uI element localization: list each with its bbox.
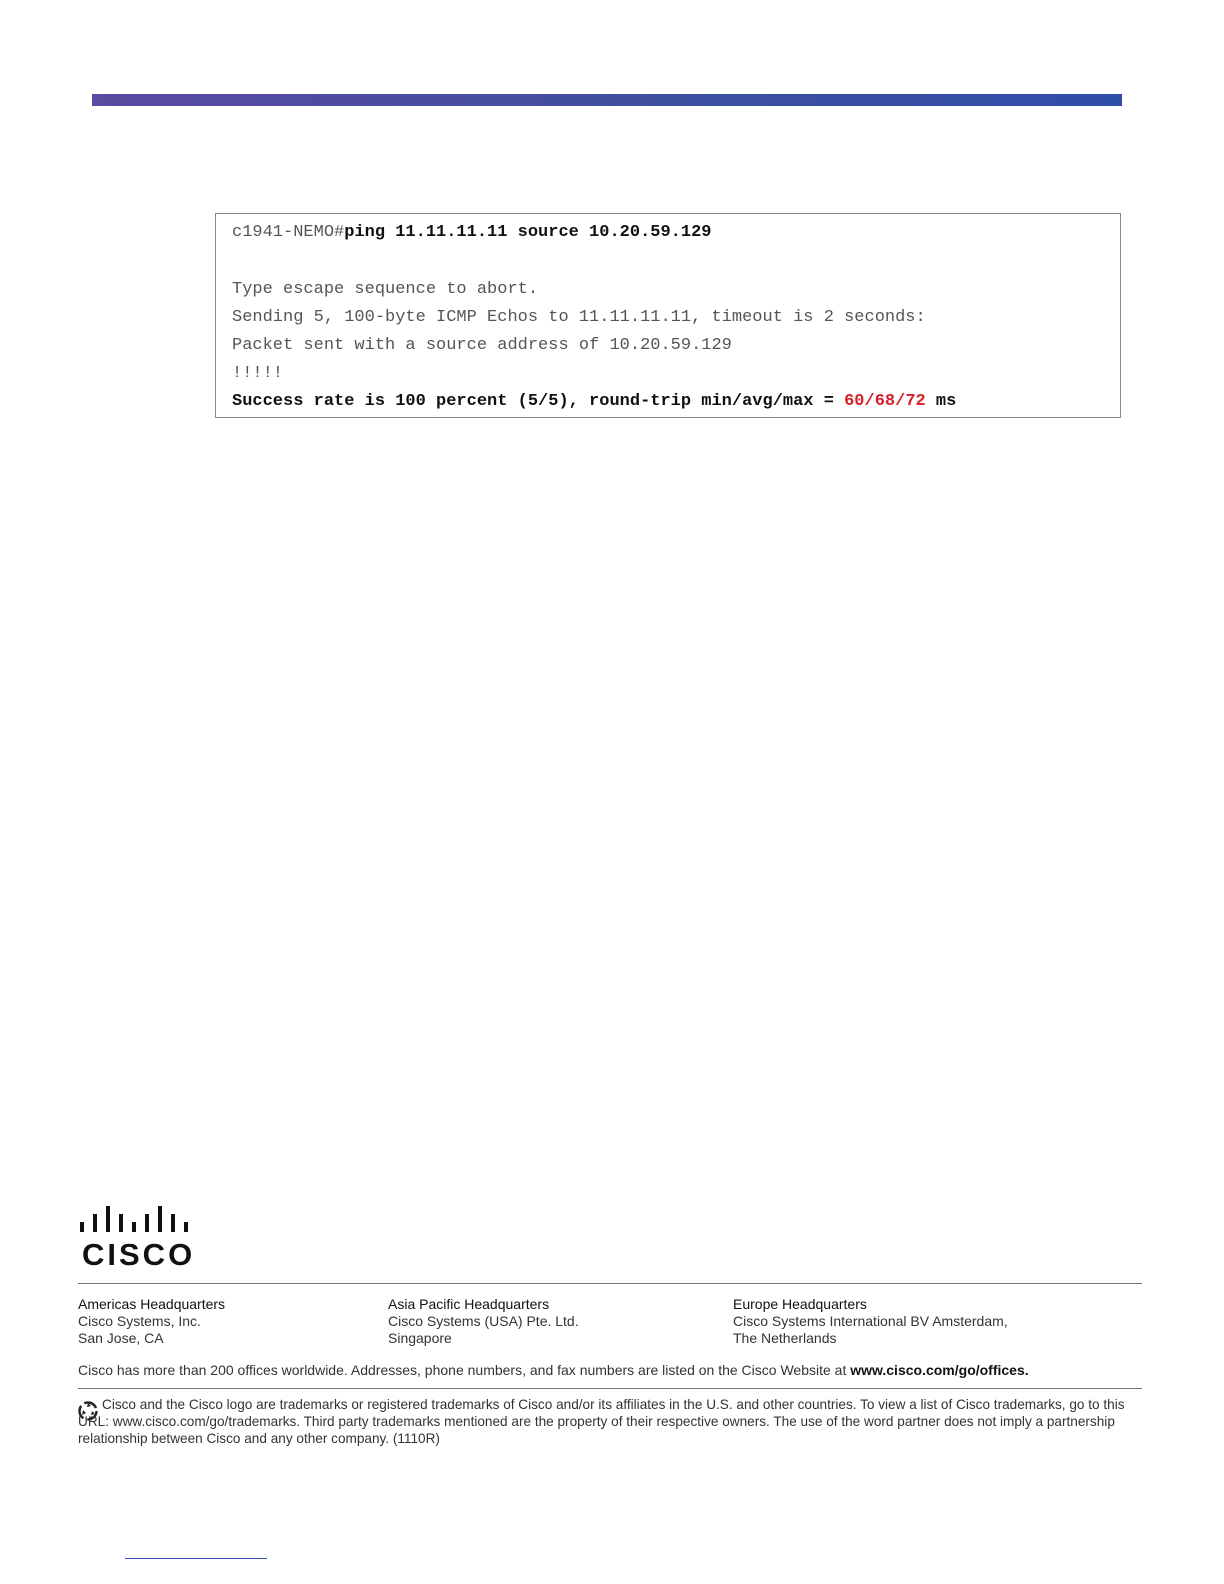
cli-output-line: Packet sent with a source address of 10.20.59.129 [232, 336, 732, 355]
hq-line: The Netherlands [733, 1330, 837, 1346]
hq-title: Americas Headquarters [78, 1296, 226, 1312]
footer-divider [78, 1283, 1142, 1284]
cli-blank-line [232, 250, 1120, 279]
hq-line: Cisco Systems (USA) Pte. Ltd. [388, 1313, 579, 1329]
bottom-link-underline [125, 1558, 267, 1559]
header-color-bar [92, 94, 1122, 106]
offices-text: Cisco has more than 200 offices worldwide. Addresses, phone numbers, and fax numbers are listed on the Cisco Website at [78, 1362, 851, 1378]
legal-notice [78, 1396, 1140, 1447]
cli-result-line [232, 391, 1120, 419]
hq-asia-pacific [388, 1296, 579, 1347]
legal-text: Cisco and the Cisco logo are trademarks or registered trademarks of Cisco and/or its affiliates in the U.S. and other countries. To view a list of Cisco trademarks, go to this URL: www.cisco.com/go/trademarks. Third party trademarks mentioned are the property of their respective owners. The use of the word partner does not imply a partnership relationship between Cisco and any other company. (1110R) [78, 1397, 1125, 1446]
cli-prompt: c1941-NEMO# [232, 223, 345, 242]
hq-title: Asia Pacific Headquarters [388, 1296, 550, 1312]
cli-result-times: 60/68/72 [844, 392, 926, 411]
hq-americas [78, 1296, 225, 1347]
cli-command: ping 11.11.11.11 source 10.20.59.129 [344, 223, 712, 242]
cli-output-line: Type escape sequence to abort. [232, 280, 539, 299]
offices-link[interactable]: www.cisco.com/go/offices. [850, 1362, 1029, 1378]
hq-line: Cisco Systems International BV Amsterdam, [733, 1313, 1008, 1329]
hq-line: San Jose, CA [78, 1330, 164, 1346]
cli-output-box [215, 213, 1121, 418]
cli-result-suffix: ms [925, 392, 957, 411]
hq-line: Singapore [388, 1330, 452, 1346]
hq-europe [733, 1296, 1008, 1347]
hq-title: Europe Headquarters [733, 1296, 867, 1312]
offices-note [78, 1362, 1029, 1378]
hq-line: Cisco Systems, Inc. [78, 1313, 201, 1329]
footer-divider [78, 1388, 1142, 1389]
cli-command-line [232, 222, 1120, 250]
cisco-logo-wordmark: CISCO [82, 1237, 196, 1272]
cli-output-line: !!!!! [232, 364, 284, 383]
cli-result-prefix: Success rate is 100 percent (5/5), round-trip min/avg/max = [232, 392, 845, 411]
cli-output-line: Sending 5, 100-byte ICMP Echos to 11.11.11.11, timeout is 2 seconds: [232, 308, 926, 327]
